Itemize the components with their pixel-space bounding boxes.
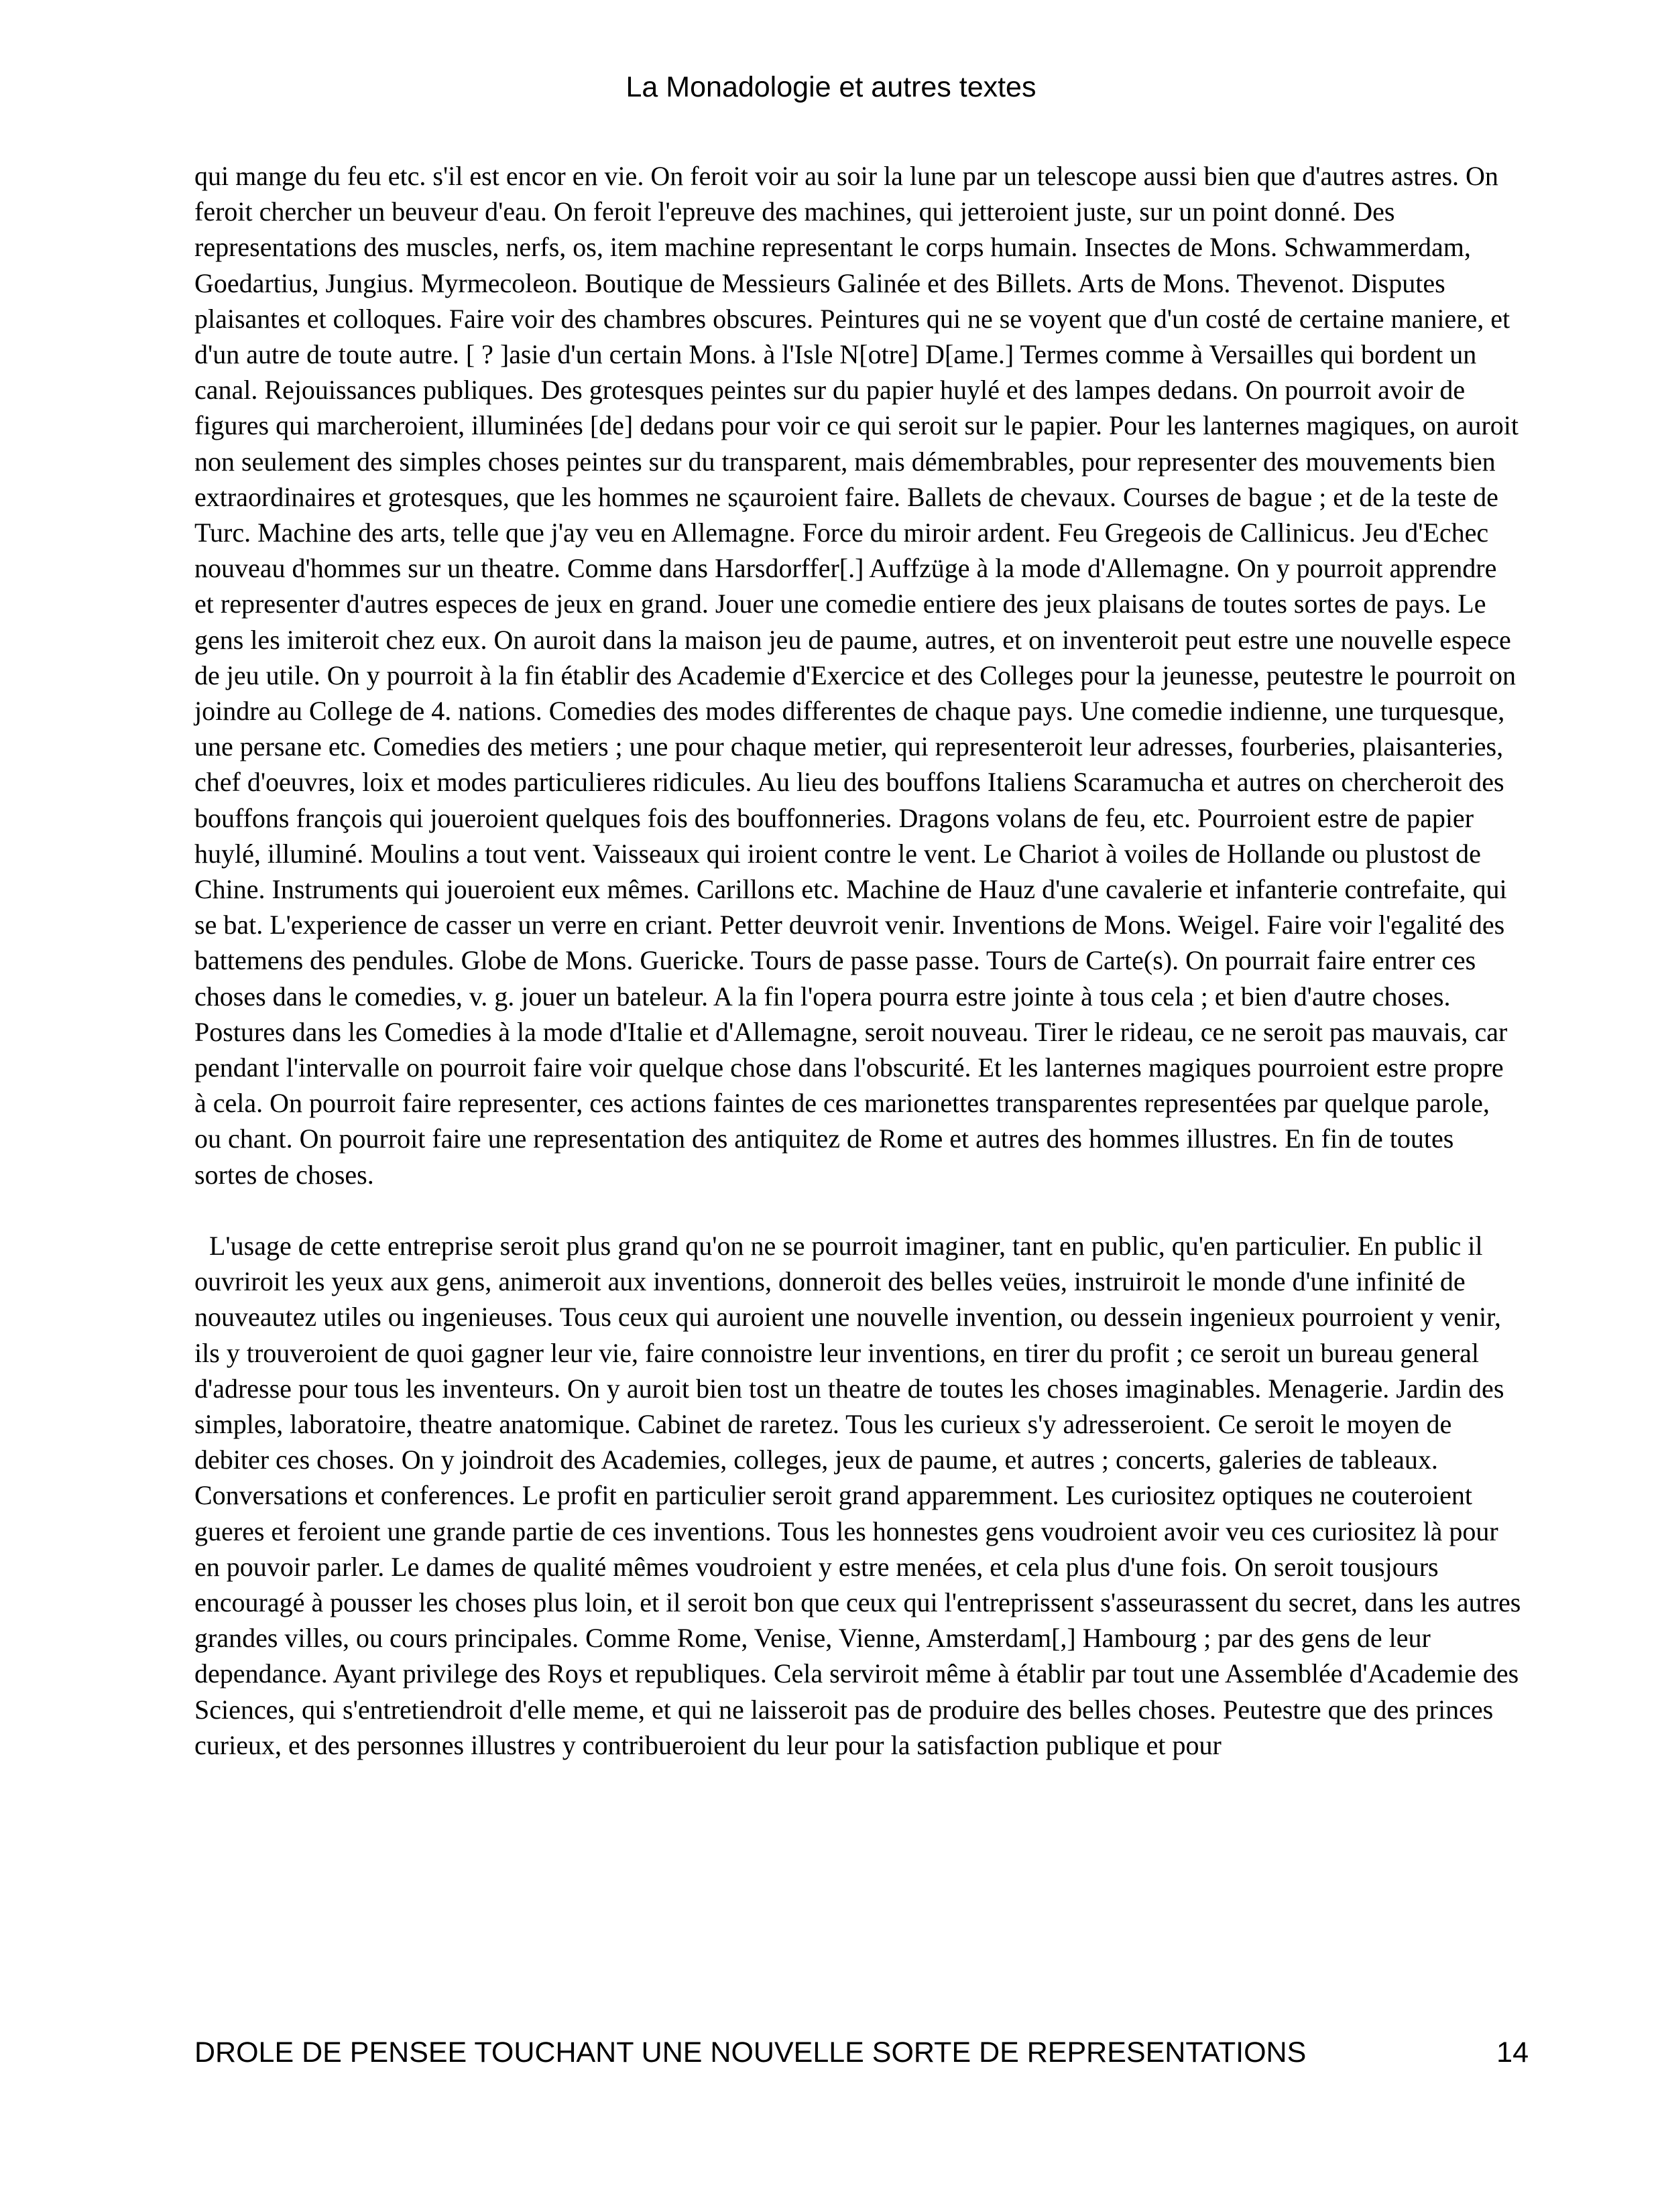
- paragraph-1: qui mange du feu etc. s'il est encor en vie. On feroit voir au soir la lune par un telescope aussi bien que d'autres astres. On feroit chercher un beuveur d'eau. On feroit l'epreuve des machines, qui jetteroient juste, sur un point donné. Des representations des muscles, nerfs, os, item machine representant le corps humain. Insectes de Mons. Schwammerdam, Goedartius, Jungius. Myrmecoleon. Boutique de Messieurs Galinée et des Billets. Arts de Mons. Thevenot. Disputes plaisantes et colloques. Faire voir des chambres obscures. Peintures qui ne se voyent que d'un costé de certaine maniere, et d'un autre de toute autre. [ ? ]asie d'un certain Mons. à l'Isle N[otre] D[ame.] Termes comme à Versailles qui bordent un canal. Rejouissances publiques. Des grotesques peintes sur du papier huylé et des lampes dedans. On pourroit avoir de figures qui marcheroient, illuminées [de] dedans pour voir ce qui seroit sur le papier. Pour les lanternes magiques, on auroit non seulement des simples choses peintes sur du transparent, mais démembrables, pour representer des mouvements bien extraordinaires et grotesques, que les hommes ne sçauroient faire. Ballets de chevaux. Courses de bague ; et de la teste de Turc. Machine des arts, telle que j'ay veu en Allemagne. Force du miroir ardent. Feu Gregeois de Callinicus. Jeu d'Echec nouveau d'hommes sur un theatre. Comme dans Harsdorffer[.] Auffzüge à la mode d'Allemagne. On y pourroit apprendre et representer d'autres especes de jeux en grand. Jouer une comedie entiere des jeux plaisans de toutes sortes de pays. Le gens les imiteroit chez eux. On auroit dans la maison jeu de paume, autres, et on inventeroit peut estre une nouvelle espece de jeu utile. On y pourroit à la fin établir des Academie d'Exercice et des Colleges pour la jeunesse, peutestre le pourroit on joindre au College de 4. nations. Comedies des modes differentes de chaque pays. Une comedie indienne, une turquesque, une persane etc. Comedies des metiers ; une pour chaque metier, qui representeroit leur adresses, fourberies, plaisanteries, chef d'oeuvres, loix et modes particulieres ridicules. Au lieu des bouffons Italiens Scaramucha et autres on chercheroit des bouffons françois qui joueroient quelques fois des bouffonneries. Dragons volans de feu, etc. Pourroient estre de papier huylé, illuminé. Moulins a tout vent. Vaisseaux qui iroient contre le vent. Le Chariot à voiles de Hollande ou plustost de Chine. Instruments qui joueroient eux mêmes. Carillons etc. Machine de Hauz d'une cavalerie et infanterie contrefaite, qui se bat. L'experience de casser un verre en criant. Petter deuvroit venir. Inventions de Mons. Weigel. Faire voir l'egalité des battemens des pendules. Globe de Mons. Guericke. Tours de passe passe. Tours de Carte(s). On pourrait faire entrer ces choses dans le comedies, v. g. jouer un bateleur. A la fin l'opera pourra estre jointe à tous cela ; et bien d'autre choses. Postures dans les Comedies à la mode d'Italie et d'Allemagne, seroit nouveau. Tirer le rideau, ce ne seroit pas mauvais, car pendant l'intervalle on pourroit faire voir quelque chose dans l'obscurité. Et les lanternes magiques pourroient estre propre à cela. On pourroit faire representer, ces actions faintes de ces marionettes transparentes representées par quelque parole, ou chant. On pourroit faire une representation des antiquitez de Rome et autres des hommes illustres. En fin de toutes sortes de choses.: [194, 161, 1519, 1190]
- running-header-title: La Monadologie et autres textes: [626, 71, 1036, 103]
- paragraph-2: L'usage de cette entreprise seroit plus grand qu'on ne se pourroit imaginer, tant en public, qu'en particulier. En public il ouvriroit les yeux aux gens, animeroit aux inventions, donneroit des belles veües, instruiroit le monde d'une infinité de nouveautez utiles ou ingenieuses. Tous ceux qui auroient une nouvelle invention, ou dessein ingenieux pourroient y venir, ils y trouveroient de quoi gagner leur vie, faire connoistre leur inventions, en tirer du profit ; ce seroit un bureau general d'adresse pour tous les inventeurs. On y auroit bien tost un theatre de toutes les choses imaginables. Menagerie. Jardin des simples, laboratoire, theatre anatomique. Cabinet de raretez. Tous les curieux s'y adresseroient. Ce seroit le moyen de debiter ces choses. On y joindroit des Academies, colleges, jeux de paume, et autres ; concerts, galeries de tableaux. Conversations et conferences. Le profit en particulier seroit grand apparemment. Les curiositez optiques ne couteroient gueres et feroient une grande partie de ces inventions. Tous les honnestes gens voudroient avoir veu ces curiositez là pour en pouvoir parler. Le dames de qualité mêmes voudroient y estre menées, et cela plus d'une fois. On seroit tousjours encouragé à pousser les choses plus loin, et il seroit bon que ceux qui l'entreprissent s'asseurassent du secret, dans les autres grandes villes, ou cours principales. Comme Rome, Venise, Vienne, Amsterdam[,] Hambourg ; par des gens de leur dependance. Ayant privilege des Roys et republiques. Cela serviroit même à établir par tout une Assemblée d'Academie des Sciences, qui s'entretiendroit d'elle meme, et qui ne laisseroit pas de produire des belles choses. Peutestre que des princes curieux, et des personnes illustres y contribueroient du leur pour la satisfaction publique et pour: [194, 1230, 1521, 1760]
- page-body: [194, 158, 1522, 1763]
- page-number: 14: [1496, 2036, 1529, 2069]
- running-header: [0, 70, 1662, 105]
- footer-section-title: DROLE DE PENSEE TOUCHANT UNE NOUVELLE SORTE DE REPRESENTATIONS: [194, 2036, 1307, 2069]
